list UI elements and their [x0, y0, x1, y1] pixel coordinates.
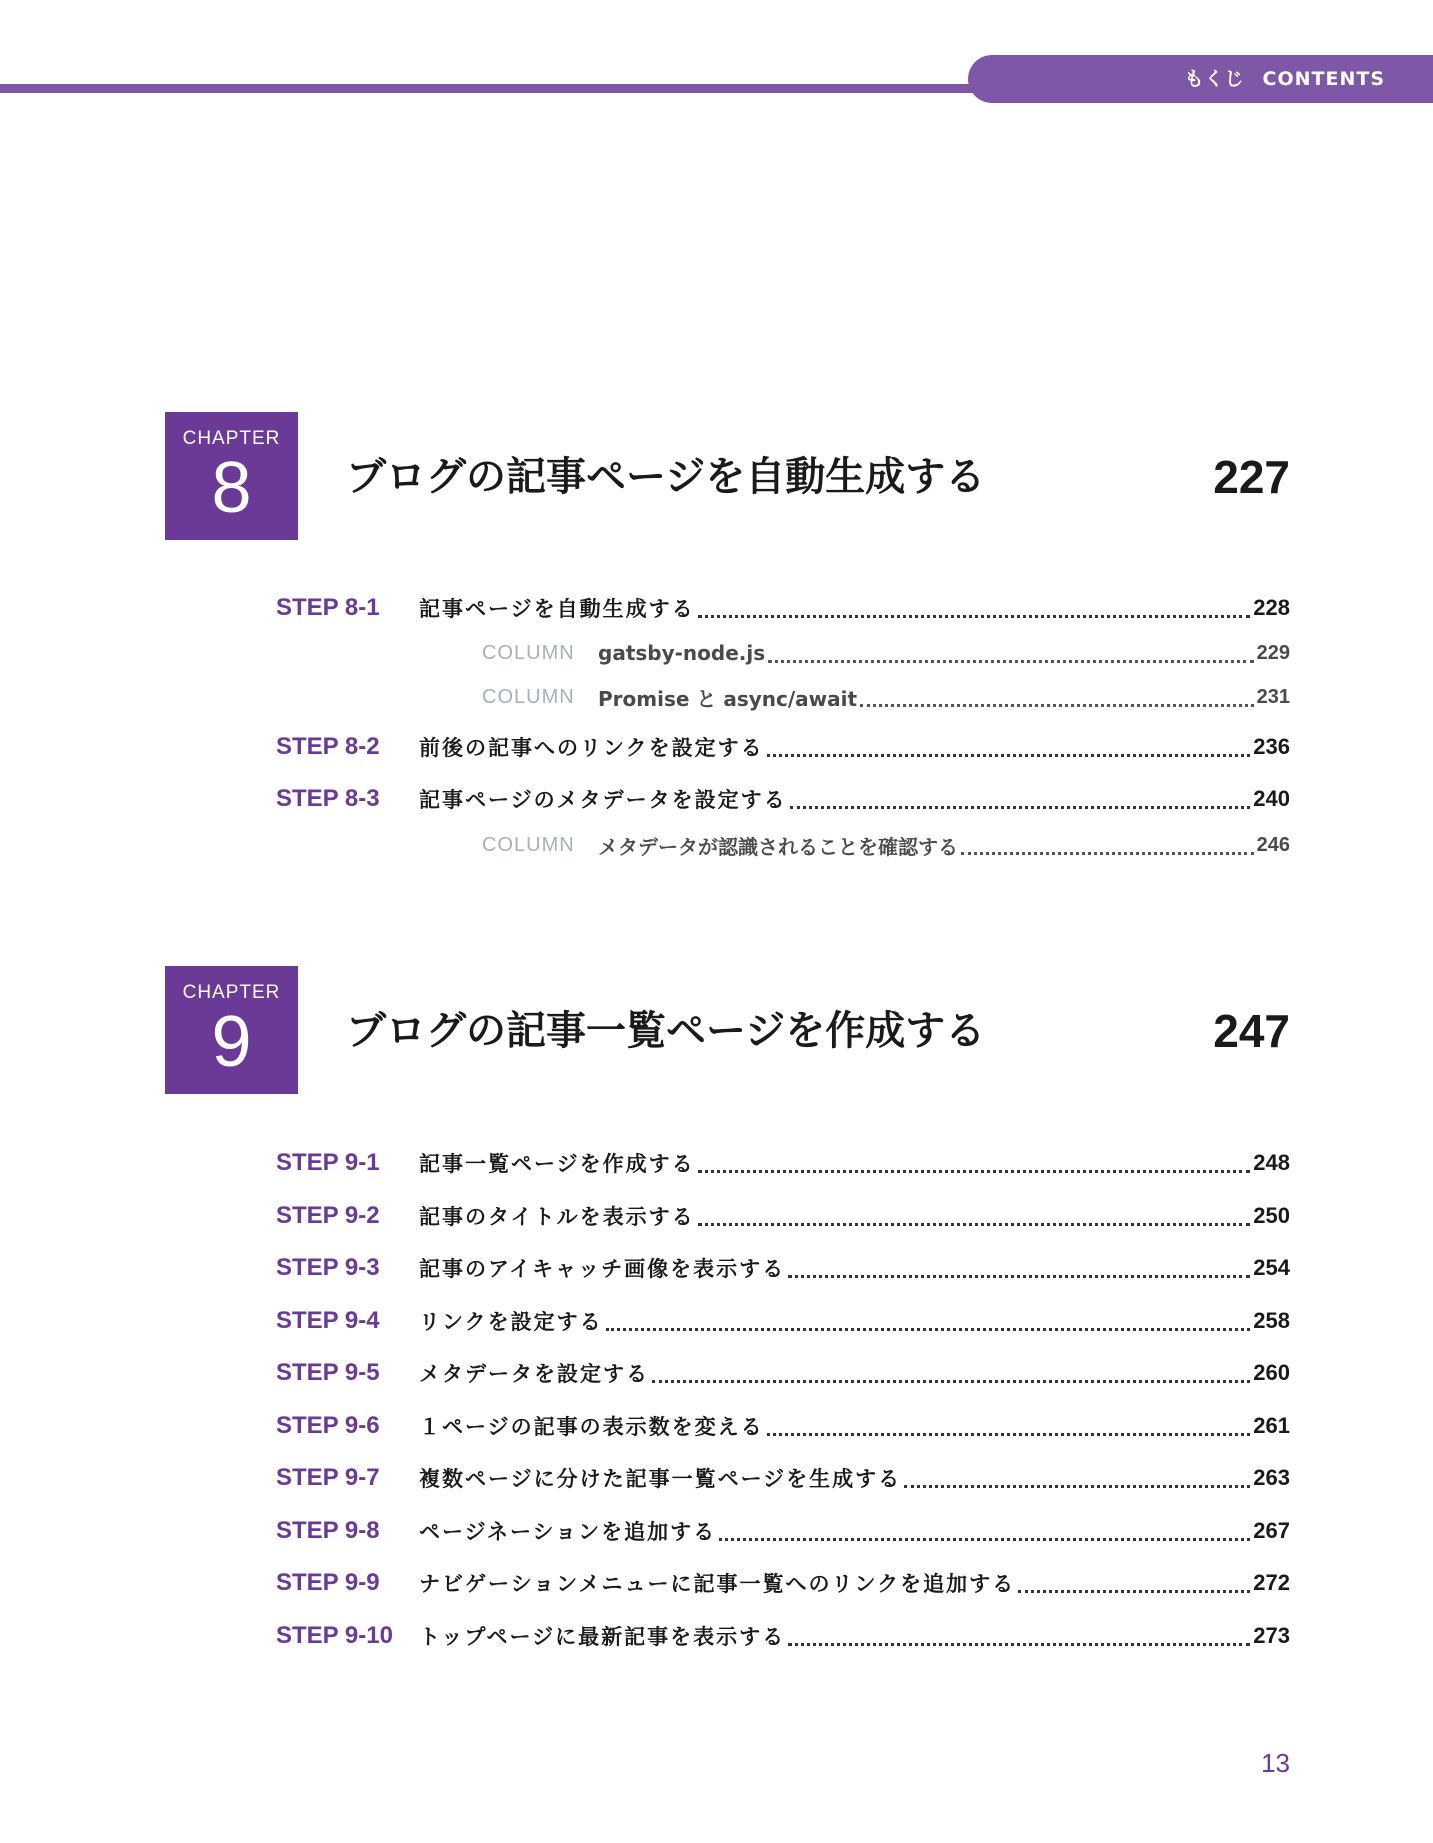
chapter-page: 247	[1213, 1005, 1290, 1057]
header-label-ja: もくじ	[1184, 68, 1245, 90]
entry-title: 記事のタイトルを表示する	[419, 1205, 695, 1229]
toc-step-row[interactable]	[0, 1248, 1433, 1288]
toc-entry	[419, 1458, 1290, 1498]
toc-entry	[419, 1196, 1290, 1236]
entry-page: 246	[1256, 833, 1290, 856]
header-rule	[0, 84, 1000, 93]
step-label: STEP 9-4	[276, 1307, 380, 1334]
step-label: STEP 9-3	[276, 1254, 380, 1281]
column-entry	[598, 825, 1290, 865]
entry-title: メタデータが認識されることを確認する	[598, 834, 958, 859]
leader-dots	[698, 615, 1251, 618]
leader-dots	[904, 1485, 1250, 1488]
entry-title: 記事ページを自動生成する	[419, 597, 695, 621]
chapter-page: 227	[1213, 451, 1290, 503]
step-label: STEP 9-5	[276, 1359, 380, 1386]
entry-page: 261	[1253, 1413, 1290, 1438]
entry-title: gatsby-node.js	[598, 641, 766, 665]
entry-title: １ページの記事の表示数を変える	[419, 1415, 764, 1439]
toc-column-row[interactable]	[0, 677, 1433, 717]
header-label	[1185, 55, 1386, 103]
leader-dots	[790, 806, 1251, 809]
toc-step-row[interactable]	[0, 1563, 1433, 1603]
page-number: 13	[1261, 1748, 1290, 1778]
leader-dots	[767, 754, 1251, 757]
step-label: STEP 9-1	[276, 1149, 380, 1176]
toc-entry	[419, 588, 1290, 628]
leader-dots	[860, 704, 1254, 707]
toc-step-row[interactable]	[0, 1511, 1433, 1551]
header-tab	[968, 55, 1433, 103]
toc-step-row[interactable]	[0, 588, 1433, 628]
leader-dots	[719, 1538, 1250, 1541]
leader-dots	[652, 1380, 1250, 1383]
toc-step-row[interactable]	[0, 1196, 1433, 1236]
entry-title: ナビゲーションメニューに記事一覧へのリンクを追加する	[419, 1572, 1016, 1596]
chapter-badge	[165, 412, 298, 540]
chapter-title: ブログの記事ページを自動生成する	[346, 454, 986, 500]
column-entry	[598, 677, 1290, 717]
toc-column-row[interactable]	[0, 825, 1433, 865]
step-label: STEP 8-3	[276, 785, 380, 812]
chapter-title: ブログの記事一覧ページを作成する	[346, 1008, 986, 1054]
step-label: STEP 9-10	[276, 1622, 393, 1649]
leader-dots	[698, 1223, 1251, 1226]
leader-dots	[961, 852, 1254, 855]
entry-page: 236	[1253, 734, 1290, 759]
toc-entry	[419, 727, 1290, 767]
entry-title: 記事一覧ページを作成する	[419, 1152, 695, 1176]
leader-dots	[698, 1170, 1251, 1173]
toc-entry	[419, 1511, 1290, 1551]
toc-entry	[419, 1406, 1290, 1446]
step-label: STEP 9-8	[276, 1517, 380, 1544]
entry-title: 記事ページのメタデータを設定する	[419, 788, 787, 812]
leader-dots	[767, 1433, 1251, 1436]
toc-entry	[419, 1248, 1290, 1288]
entry-page: 267	[1253, 1518, 1290, 1543]
chapter-number: 8	[211, 448, 252, 528]
entry-page: 258	[1253, 1308, 1290, 1333]
toc-entry	[419, 779, 1290, 819]
chapter-number: 9	[211, 1002, 252, 1082]
toc-entry	[419, 1301, 1290, 1341]
step-label: STEP 9-2	[276, 1202, 380, 1229]
toc-entry	[419, 1563, 1290, 1603]
entry-page: 240	[1253, 786, 1290, 811]
toc-step-row[interactable]	[0, 1458, 1433, 1498]
step-label: STEP 8-1	[276, 594, 380, 621]
toc-step-row[interactable]	[0, 1406, 1433, 1446]
entry-page: 263	[1253, 1465, 1290, 1490]
entry-title: メタデータを設定する	[419, 1362, 649, 1386]
column-label: COLUMN	[482, 642, 575, 664]
entry-page: 254	[1253, 1255, 1290, 1280]
entry-title: Promise と async/await	[598, 686, 858, 711]
leader-dots	[606, 1328, 1251, 1331]
entry-page: 229	[1256, 641, 1290, 664]
entry-page: 228	[1253, 595, 1290, 620]
entry-page: 248	[1253, 1150, 1290, 1175]
toc-step-row[interactable]	[0, 727, 1433, 767]
entry-title: ページネーションを追加する	[419, 1520, 717, 1544]
toc-step-row[interactable]	[0, 1143, 1433, 1183]
entry-title: 複数ページに分けた記事一覧ページを生成する	[419, 1467, 902, 1491]
entry-page: 260	[1253, 1360, 1290, 1385]
toc-entry	[419, 1616, 1290, 1656]
step-label: STEP 8-2	[276, 733, 380, 760]
toc-step-row[interactable]	[0, 779, 1433, 819]
entry-title: 記事のアイキャッチ画像を表示する	[419, 1257, 786, 1281]
toc-entry	[419, 1143, 1290, 1183]
leader-dots	[768, 660, 1253, 663]
entry-title: トップページに最新記事を表示する	[419, 1625, 786, 1649]
entry-title: 前後の記事へのリンクを設定する	[419, 736, 764, 760]
chapter-label: CHAPTER	[182, 982, 281, 1003]
toc-entry	[419, 1353, 1290, 1393]
entry-page: 272	[1253, 1570, 1290, 1595]
column-label: COLUMN	[482, 834, 575, 856]
step-label: STEP 9-9	[276, 1569, 380, 1596]
header-label-en: CONTENTS	[1262, 68, 1385, 90]
entry-page: 273	[1253, 1623, 1290, 1648]
toc-column-row[interactable]	[0, 633, 1433, 673]
toc-step-row[interactable]	[0, 1301, 1433, 1341]
column-entry	[598, 633, 1290, 673]
column-label: COLUMN	[482, 686, 575, 708]
leader-dots	[788, 1275, 1250, 1278]
entry-title: リンクを設定する	[419, 1310, 603, 1334]
step-label: STEP 9-7	[276, 1464, 380, 1491]
leader-dots	[1018, 1590, 1250, 1593]
chapter-label: CHAPTER	[182, 428, 281, 449]
toc-step-row[interactable]	[0, 1353, 1433, 1393]
entry-page: 250	[1253, 1203, 1290, 1228]
toc-step-row[interactable]	[0, 1616, 1433, 1656]
step-label: STEP 9-6	[276, 1412, 380, 1439]
entry-page: 231	[1256, 685, 1290, 708]
chapter-badge	[165, 966, 298, 1094]
leader-dots	[788, 1643, 1250, 1646]
